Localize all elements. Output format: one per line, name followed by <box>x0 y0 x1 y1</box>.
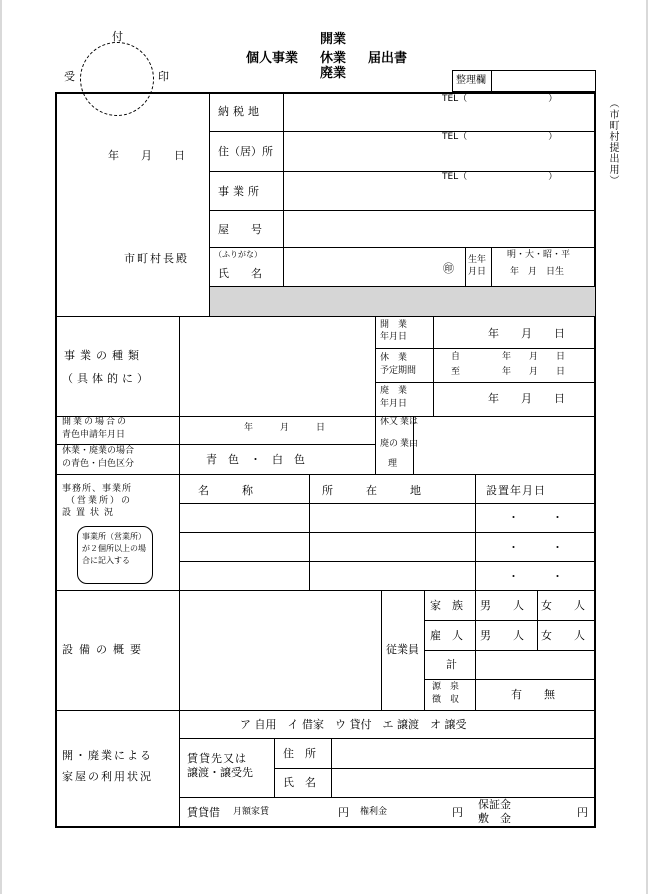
office-note: 事業所（営業所）が２個所以上の場合に記入する <box>82 532 146 565</box>
pause-label-1: 休 業 <box>380 353 408 363</box>
reason-label-1: 休又 <box>380 417 399 427</box>
monthly-rent-yen: 円 <box>338 806 349 819</box>
open-label-1: 開 業 <box>380 320 408 330</box>
party-address-label: 住 所 <box>283 747 316 760</box>
page-edge-left <box>0 0 2 894</box>
type-label: 事業の種類 <box>64 349 144 362</box>
employee-label: 雇 人 <box>430 629 463 642</box>
class-value: 青 色 ・ 白 色 <box>206 453 305 466</box>
office-col-date: 設置年月日 <box>486 484 546 497</box>
withholding-yes-no: 有 無 <box>511 688 555 701</box>
reason-label-5: 理 <box>388 459 398 469</box>
tel-address: TEL（ ） <box>442 132 558 142</box>
pause-to-date: 年 月 日 <box>502 367 566 377</box>
pause-label-2: 予定期間 <box>380 366 417 376</box>
type-label-sub: （具体的に） <box>62 372 152 385</box>
title-option-open: 開業 <box>320 32 347 47</box>
office-label-1: 事務所、事業所 <box>62 484 133 494</box>
office-label-2: （営業所）の <box>66 496 133 506</box>
seal-mark: ㊞ <box>443 262 454 275</box>
furigana-label: （ふりがな） <box>214 250 262 259</box>
blue-date-label-1: 開業の場合の <box>62 417 129 427</box>
office-col-name: 名 称 <box>198 484 253 497</box>
open-label-2: 年月日 <box>380 332 408 342</box>
era-options: 明・大・昭・平 <box>507 250 571 260</box>
monthly-rent-label: 月額家賃 <box>233 807 270 817</box>
title-right: 届出書 <box>368 51 408 66</box>
withholding-label-1: 源 泉 <box>432 682 460 692</box>
tel-nozeichi: TEL（ ） <box>442 94 558 104</box>
top-label-divider-v <box>283 93 284 286</box>
blue-date-value: 年 月 日 <box>244 423 326 433</box>
house-label-2: 家屋の利用状況 <box>62 770 153 783</box>
pause-to: 至 <box>451 367 461 377</box>
office-date-3: ・ ・ <box>508 570 563 583</box>
family-female: 女 人 <box>541 599 585 612</box>
party-label-1: 賃貸先又は <box>187 752 247 765</box>
pause-from-date: 年 月 日 <box>502 352 566 362</box>
office-col-address: 所 在 地 <box>322 484 421 497</box>
class-label-2: の青色・白色区分 <box>62 459 135 469</box>
date-label: 年 月 日 <box>108 149 185 162</box>
birth-date: 年 月 日生 <box>510 267 565 277</box>
side-note: （市町村提出用） <box>607 98 618 186</box>
tel-office: TEL（ ） <box>442 172 558 182</box>
office-date-2: ・ ・ <box>508 541 563 554</box>
reason-label-3: 廃の <box>380 439 399 449</box>
title-option-close: 廃業 <box>320 66 347 81</box>
reason-label-2: 業は <box>400 417 419 427</box>
total-label: 計 <box>446 658 457 671</box>
family-label: 家 族 <box>430 599 463 612</box>
close-label-2: 年月日 <box>380 399 408 409</box>
title-option-pause: 休業 <box>320 51 347 66</box>
class-label-1: 休業・廃業の場合 <box>62 446 135 456</box>
birth-label-1: 生年 <box>468 255 487 265</box>
family-male: 男 人 <box>480 599 524 612</box>
office-date-1: ・ ・ <box>508 511 563 524</box>
house-label-1: 開・廃業による <box>62 749 153 762</box>
house-usage-options: ア 自用 イ 借家 ウ 貸付 エ 譲渡 オ 譲受 <box>240 718 467 731</box>
deposit-label-1: 保証金 <box>478 798 511 811</box>
stamp-right-char: 印 <box>158 70 169 83</box>
row-label-office: 事業所 <box>218 185 263 198</box>
close-date-value: 年 月 日 <box>488 392 565 405</box>
row-label-address: 住（居）所 <box>218 145 273 158</box>
deposit-yen: 円 <box>577 806 588 819</box>
birth-label-2: 月日 <box>468 267 487 277</box>
mayor-label: 市町村長殿 <box>124 252 189 265</box>
staff-label: 従業員 <box>386 643 419 656</box>
blue-date-label-2: 青色申請年月日 <box>62 430 126 440</box>
row-label-nozeichi: 納税地 <box>218 105 263 118</box>
withholding-label-2: 徴 収 <box>432 695 460 705</box>
stamp-top-char: 付 <box>112 30 123 43</box>
equipment-label: 設備の概要 <box>62 643 147 656</box>
deposit-label-2: 敷 金 <box>478 812 511 825</box>
office-label-3: 設置状況 <box>62 508 119 518</box>
close-label-1: 廃 業 <box>380 386 408 396</box>
seiri-label: 整理欄 <box>456 75 486 86</box>
party-name-label: 氏 名 <box>283 776 316 789</box>
employee-male: 男 人 <box>480 629 524 642</box>
key-money-yen: 円 <box>452 806 463 819</box>
gray-band <box>210 287 595 316</box>
seiri-divider <box>491 70 492 92</box>
key-money-label: 権利金 <box>360 807 388 817</box>
party-label-2: 譲渡・譲受先 <box>187 766 253 779</box>
title-left: 個人事業 <box>246 51 299 66</box>
rent-label: 賃貸借 <box>187 806 220 819</box>
stamp-left-char: 受 <box>64 70 75 83</box>
top-divider-v <box>209 93 210 316</box>
row-label-yago: 屋 号 <box>218 223 262 236</box>
employee-female: 女 人 <box>541 629 585 642</box>
reason-label-4: 業由 <box>400 439 419 449</box>
open-date-value: 年 月 日 <box>488 327 565 340</box>
name-label: 氏 名 <box>218 267 262 280</box>
pause-from: 自 <box>451 352 461 362</box>
